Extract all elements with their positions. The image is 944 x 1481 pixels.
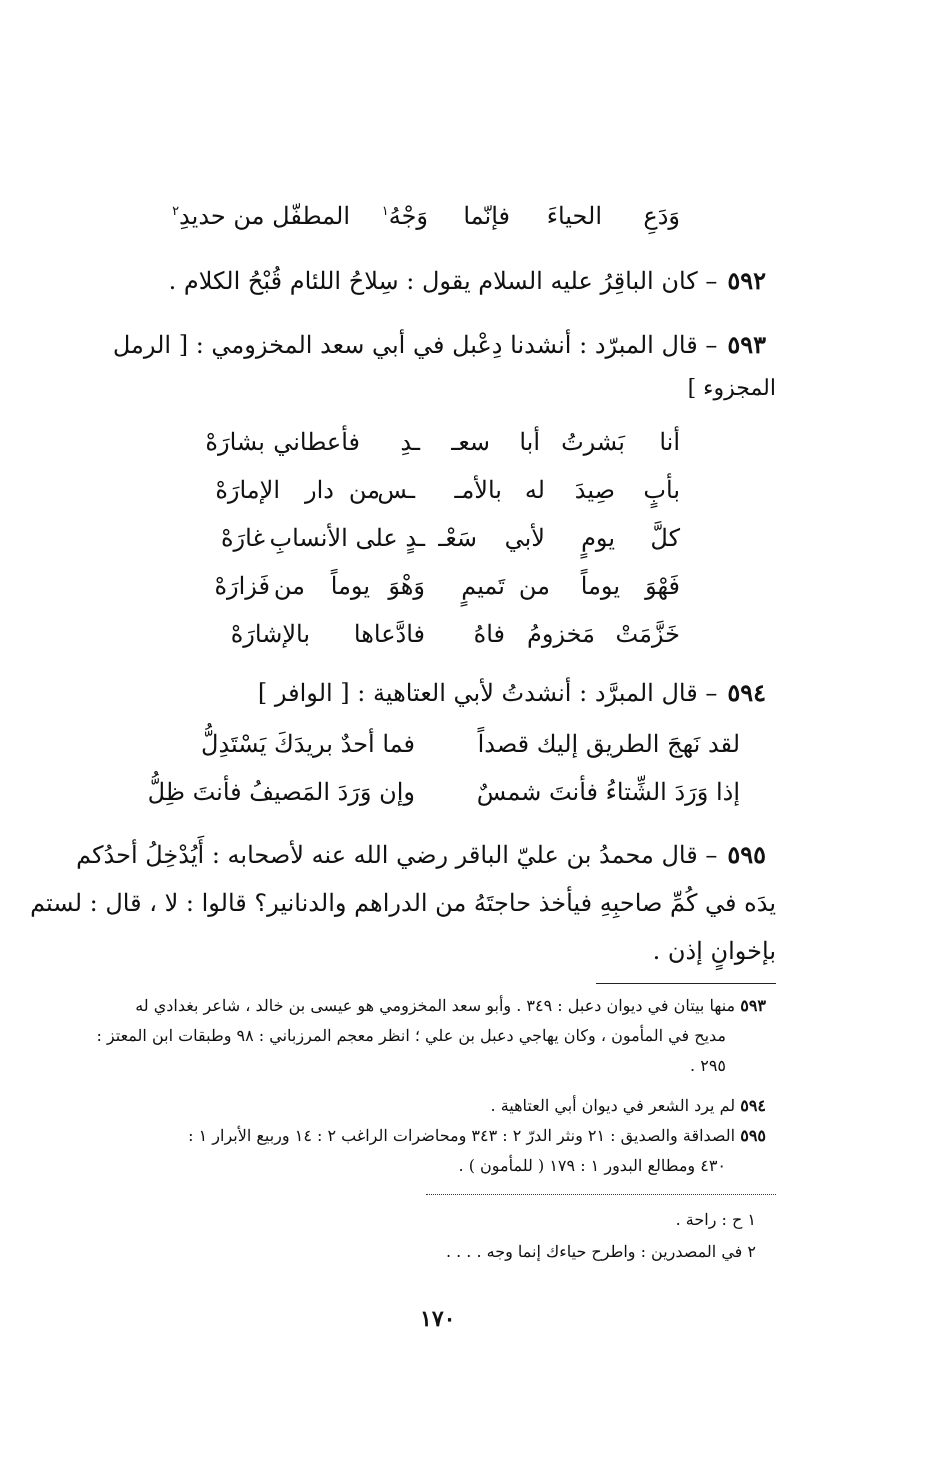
footnote-593-line: ٢٩٥ . (690, 1056, 726, 1075)
poem-word: وَهْوَ (388, 572, 425, 600)
poem-word: يوماً (580, 572, 620, 600)
entry-593 (113, 330, 766, 360)
footnote-593 (135, 994, 766, 1018)
poem-word: فَهْوَ (645, 572, 680, 600)
variant-note: ٢ في المصدرين : واطرح حياءك إنما وجه . . . . (445, 1242, 756, 1261)
entry-text: – قال المبرَّد : أنشدتُ لأبي العتاهية : [ الوافر ] (257, 679, 718, 707)
poem-word: أنا (659, 428, 680, 456)
footnote-separator (596, 983, 776, 984)
poem-word: مَخزومُ (526, 620, 595, 648)
poem-word: من (518, 572, 550, 600)
poem-word: لأبي (504, 524, 545, 552)
poem-line (150, 730, 740, 764)
poem-word: فأعطاني (273, 428, 360, 456)
entry-592 (169, 266, 766, 296)
poem-word: كلَّ (650, 524, 680, 552)
opening-verse (172, 202, 690, 236)
entry-595-line: يدَه في كُمِّ صاحبِهِ فيأخذ حاجتَهُ من الدراهم والدنانير؟ قالوا : لا ، قال : لستم (30, 889, 776, 917)
poem-word: يوماً (330, 572, 370, 600)
poem-line (200, 428, 690, 462)
poem-word: بَشرتُ (561, 428, 625, 456)
poem-line (200, 476, 690, 510)
poem-word: خَزَّمَتْ (615, 620, 680, 648)
poem-word: بالأمـ (454, 476, 502, 504)
poem-line (200, 524, 690, 558)
poem-word: من (273, 572, 305, 600)
entry-number: ٥٩٢ (727, 266, 766, 295)
entry-595 (76, 840, 766, 870)
poem-word: أبا (519, 428, 540, 456)
footnote-number: ٥٩٤ (740, 1096, 766, 1115)
footnote-594 (491, 1094, 766, 1118)
entry-593-continuation: المجزوء ] (687, 376, 776, 401)
poem-word: ـدٍ على الأنسابِ (269, 524, 425, 552)
entry-number: ٥٩٤ (727, 678, 766, 707)
footnote-595 (188, 1124, 766, 1148)
footnote-text: الصداقة والصديق : ٢١ ونثر الدرّ ٢ : ٣٤٣ ومحاضرات الراغب ٢ : ١٤ وربيع الأبرار ١ : (188, 1126, 736, 1145)
poem-word: يومٍ (581, 524, 615, 552)
opening-verse-word: وَجْهُ$^١$ (381, 202, 428, 230)
entry-number: ٥٩٥ (727, 840, 766, 869)
poem-word: بشارَهْ (205, 428, 265, 456)
poem-line (200, 620, 690, 654)
footnote-593-line: مديح في المأمون ، وكان يهاجي دعبل بن علي ؛ انظر معجم المرزباني : ٩٨ وطبقات ابن المعتز : (96, 1026, 726, 1045)
poem-word: من (348, 476, 380, 504)
variant-separator (426, 1194, 776, 1195)
poem-hemistich: وإن وَرَدَ المَصيفُ فأنتَ ظِلُّ (147, 778, 415, 806)
poem-hemistich: لقد نَهجَ الطريق إليك قصداً (477, 730, 740, 758)
poem-word: تَميمٍ (461, 572, 505, 600)
entry-595-line: بإخوانٍ إذن . (652, 937, 776, 965)
poem-word: غارَهْ (220, 524, 265, 552)
poem-line (200, 572, 690, 606)
entry-text: – قال المبرّد : أنشدنا دِعْبل في أبي سعد المخزومي : [ الرمل (112, 331, 718, 359)
variant-note: ١ ح : راحة . (675, 1210, 756, 1229)
poem-word: ـس (377, 476, 415, 504)
poem-word: دار (305, 476, 334, 504)
footnote-text: منها بيتان في ديوان دعبل : ٣٤٩ . وأبو سعد المخزومي هو عيسى بن خالد ، شاعر بغدادي له (135, 996, 736, 1015)
poem-hemistich: إذا وَرَدَ الشِّتاءُ فأنتَ شمسٌ (476, 778, 740, 806)
opening-verse-word: وَدَعِ (643, 202, 680, 230)
poem-hemistich: فما أحدٌ بريدَكَ يَسْتَدِلُّ (201, 730, 415, 758)
entry-number: ٥٩٣ (727, 330, 766, 359)
poem-word: فادَّعاها (353, 620, 425, 648)
poem-word: الإمارَهْ (215, 476, 280, 504)
footnote-number: ٥٩٣ (740, 996, 766, 1015)
footnote-number: ٥٩٥ (740, 1126, 766, 1145)
entry-text: – قال محمدُ بن عليّ الباقر رضي الله عنه لأصحابه : أَيُدْخِلُ أحدُكم (76, 841, 718, 869)
poem-line (147, 778, 740, 812)
footnote-text: لم يرد الشعر في ديوان أبي العتاهية . (490, 1096, 736, 1115)
footnote-595-line: ٤٣٠ ومطالع البدور ١ : ١٧٩ ( للمأمون ) . (458, 1156, 726, 1175)
poem-word: له (524, 476, 545, 504)
poem-word: فَزارَهْ (214, 572, 270, 600)
poem-word: سعـ (451, 428, 490, 456)
poem-word: فاهُ (473, 620, 505, 648)
entry-594 (258, 678, 766, 708)
poem-word: بأبٍ (643, 476, 680, 504)
poem-word: سَعْـ (438, 524, 477, 552)
opening-verse-word: المطفّل من حديدِ$^٢$ (172, 202, 350, 230)
poem-word: ـدِ (400, 428, 420, 456)
poem-word: بالإشارَهْ (230, 620, 310, 648)
page-number: ١٧٠ (420, 1306, 456, 1332)
entry-text: – كان الباقِرُ عليه السلام يقول : سِلاحُ اللئام قُبْحُ الكلام . (168, 267, 718, 295)
opening-verse-word: فإنّما (463, 202, 510, 230)
opening-verse-word: الحياءَ (546, 202, 602, 230)
poem-word: صِيدَ (574, 476, 615, 504)
